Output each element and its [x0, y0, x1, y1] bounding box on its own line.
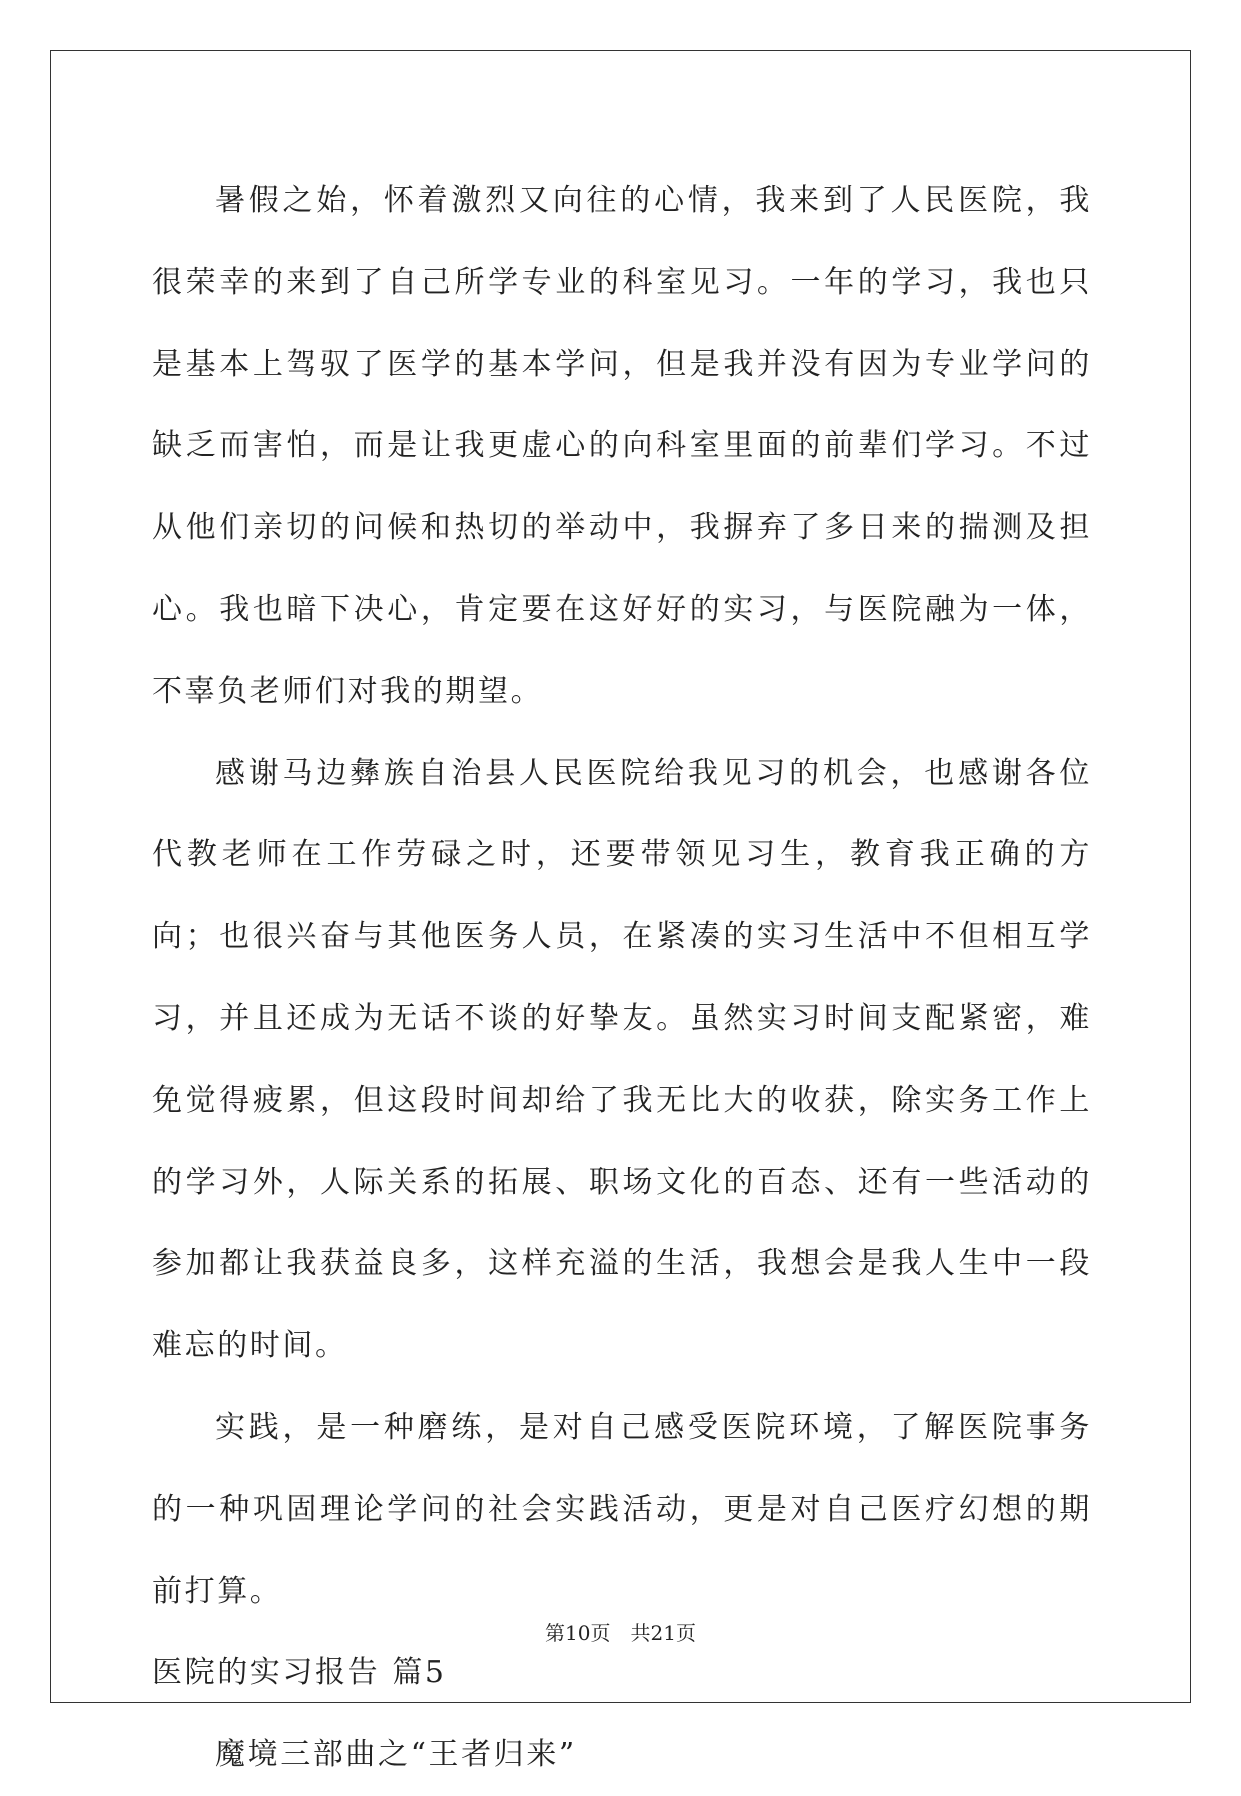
paragraph-2: 感谢马边彝族自治县人民医院给我见习的机会，也感谢各位代教老师在工作劳碌之时，还要带领见习生，教育我正确的方向；也很兴奋与其他医务人员，在紧凑的实习生活中不但相互学习，并且还成为无话不谈的好挚友。虽然实习时间支配紧密，难免觉得疲累，但这段时间却给了我无比大的收获，除实务工作上的学习外，人际关系的拓展、职场文化的百态、还有一些活动的参加都让我获益良多，这样充溢的生活，我想会是我人生中一段难忘的时间。 [152, 755, 1092, 1364]
page-footer [0, 1617, 1241, 1646]
paragraph-3: 实践，是一种磨练，是对自己感受医院环境，了解医院事务的一种巩固理论学问的社会实践活动，更是对自己医疗幻想的期前打算。 [152, 1409, 1092, 1609]
section-subtitle: 魔境三部曲之“王者归来” [215, 1737, 577, 1773]
section-heading: 医院的实习报告 篇5 [152, 1655, 447, 1691]
document-body [152, 160, 1092, 1796]
paragraph-1: 暑假之始，怀着激烈又向往的心情，我来到了人民医院，我很荣幸的来到了自己所学专业的科室见习。一年的学习，我也只是基本上驾驭了医学的基本学问，但是我并没有因为专业学问的缺乏而害怕，而是让我更虚心的向科室里面的前辈们学习。不过从他们亲切的问候和热切的举动中，我摒弃了多日来的揣测及担心。我也暗下决心，肯定要在这好好的实习，与医院融为一体，不辜负老师们对我的期望。 [152, 183, 1092, 709]
page-number-current: 第10页 [545, 1621, 611, 1645]
page-number-total: 共21页 [630, 1621, 696, 1645]
